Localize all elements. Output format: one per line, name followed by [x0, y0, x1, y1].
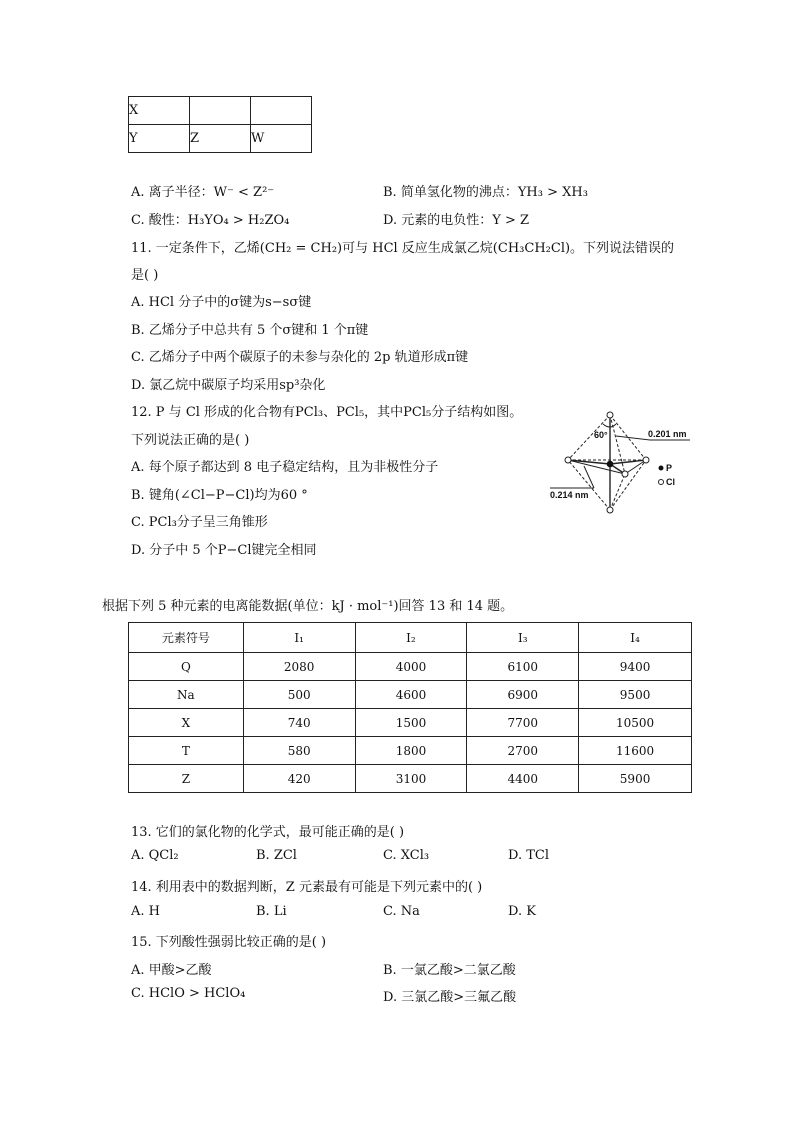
table-row — [129, 97, 312, 125]
length-equatorial-label: 0.214 nm — [550, 490, 589, 500]
table-row — [129, 737, 692, 765]
table-cell — [190, 97, 251, 125]
table-row — [129, 125, 312, 153]
table-cell: Z — [129, 765, 244, 793]
q10-option-d: D. 元素的电负性：Y > Z — [383, 213, 529, 228]
table-cell: 9400 — [579, 653, 692, 681]
table-cell: T — [129, 737, 244, 765]
table-cell: 5900 — [579, 765, 692, 793]
q14-option-c: C. Na — [383, 904, 420, 919]
table-row — [129, 765, 692, 793]
q11-option-d: D. 氯乙烷中碳原子均采用sp³杂化 — [131, 378, 326, 393]
q15-option-a: A. 甲酸>乙酸 — [131, 963, 212, 978]
q12-stem: 12. P 与 Cl 形成的化合物有PCl₃、PCl₅，其中PCl₅分子结构如图。 — [131, 405, 523, 420]
q13-option-b: B. ZCl — [256, 848, 297, 863]
table-cell: 3100 — [355, 765, 467, 793]
element-position-table — [128, 96, 312, 153]
q13-option-a: A. QCl₂ — [131, 848, 179, 863]
legend-p-dot — [659, 466, 664, 471]
bond-line — [568, 460, 610, 510]
cl-atom — [622, 471, 628, 477]
pcl5-structure-diagram — [548, 408, 698, 516]
q12-option-a: A. 每个原子都达到 8 电子稳定结构，且为非极性分子 — [131, 460, 439, 475]
table-cell: X — [129, 97, 190, 125]
q11-stem: 11. 一定条件下，乙烯(CH₂ = CH₂)可与 HCl 反应生成氯乙烷(CH₃CH₂Cl)。下列说法错误的 — [131, 241, 675, 256]
table-row — [129, 709, 692, 737]
q13-option-c: C. XCl₃ — [383, 848, 430, 863]
table-cell: 4000 — [355, 653, 467, 681]
table-cell: 11600 — [579, 737, 692, 765]
cl-atom — [607, 507, 613, 513]
table-cell: W — [251, 125, 312, 153]
table-cell: Y — [129, 125, 190, 153]
table-cell: 1800 — [355, 737, 467, 765]
section-intro: 根据下列 5 种元素的电离能数据(单位：kJ · mol⁻¹)回答 13 和 14 题。 — [102, 599, 514, 614]
q11-option-c: C. 乙烯分子中两个碳原子的未参与杂化的 2p 轨道形成π键 — [131, 350, 469, 365]
q10-option-a: A. 离子半径：W⁻ < Z²⁻ — [131, 185, 275, 200]
table-cell: 420 — [243, 765, 355, 793]
table-header-cell: I₂ — [355, 623, 467, 653]
table-row — [129, 681, 692, 709]
q13-option-d: D. TCl — [508, 848, 549, 863]
q12-option-b: B. 键角(∠Cl−P−Cl)均为60 ° — [131, 488, 308, 503]
table-cell: 2700 — [467, 737, 579, 765]
q14-option-d: D. K — [508, 904, 536, 919]
table-cell: X — [129, 709, 244, 737]
table-cell: 4400 — [467, 765, 579, 793]
p-atom — [607, 461, 614, 468]
angle-label: 60° — [594, 430, 608, 440]
table-cell: 10500 — [579, 709, 692, 737]
ionization-energy-table — [128, 622, 692, 793]
leader-line — [616, 436, 650, 440]
cl-atom — [607, 412, 613, 418]
table-cell: 7700 — [467, 709, 579, 737]
table-cell: 580 — [243, 737, 355, 765]
table-cell: 1500 — [355, 709, 467, 737]
length-axial-label: 0.201 nm — [648, 429, 687, 439]
q12-option-c: C. PCl₃分子呈三角锥形 — [131, 515, 268, 530]
table-cell: Z — [190, 125, 251, 153]
q15-option-b: B. 一氯乙酸>二氯乙酸 — [383, 963, 516, 978]
q12-option-d: D. 分子中 5 个P−Cl键完全相同 — [131, 543, 317, 558]
table-header-cell: I₃ — [467, 623, 579, 653]
legend-cl-label: Cl — [666, 477, 675, 487]
table-cell: Q — [129, 653, 244, 681]
q15-stem: 15. 下列酸性强弱比较正确的是( ) — [131, 935, 327, 950]
table-header-cell: I₁ — [243, 623, 355, 653]
legend-cl-dot — [659, 480, 664, 485]
q14-option-b: B. Li — [256, 904, 287, 919]
legend-p-label: P — [666, 463, 673, 473]
table-header-cell: 元素符号 — [129, 623, 244, 653]
table-row — [129, 653, 692, 681]
q10-option-c: C. 酸性：H₃YO₄ > H₂ZO₄ — [131, 213, 290, 228]
q13-stem: 13. 它们的氯化物的化学式，最可能正确的是( ) — [131, 825, 405, 840]
q11-option-b: B. 乙烯分子中总共有 5 个σ键和 1 个π键 — [131, 323, 369, 338]
q12-stem-continued: 下列说法正确的是( ) — [131, 433, 250, 448]
q11-stem-continued: 是( ) — [131, 268, 159, 283]
table-cell: 500 — [243, 681, 355, 709]
q11-option-a: A. HCl 分子中的σ键为s−sσ键 — [131, 295, 312, 310]
q14-stem: 14. 利用表中的数据判断，Z 元素最有可能是下列元素中的( ) — [131, 880, 483, 895]
cl-atom — [643, 457, 649, 463]
table-header-cell: I₄ — [579, 623, 692, 653]
table-cell: 6100 — [467, 653, 579, 681]
table-cell: 740 — [243, 709, 355, 737]
table-cell: 4600 — [355, 681, 467, 709]
table-cell — [251, 97, 312, 125]
table-header-row — [129, 623, 692, 653]
table-cell: 9500 — [579, 681, 692, 709]
table-cell: 2080 — [243, 653, 355, 681]
q14-option-a: A. H — [131, 904, 160, 919]
q10-option-b: B. 简单氢化物的沸点：YH₃ > XH₃ — [383, 185, 588, 200]
q15-option-d: D. 三氯乙酸>三氟乙酸 — [383, 990, 517, 1005]
table-cell: 6900 — [467, 681, 579, 709]
q15-option-c: C. HClO > HClO₄ — [131, 986, 246, 1001]
cl-atom — [565, 457, 571, 463]
table-cell: Na — [129, 681, 244, 709]
